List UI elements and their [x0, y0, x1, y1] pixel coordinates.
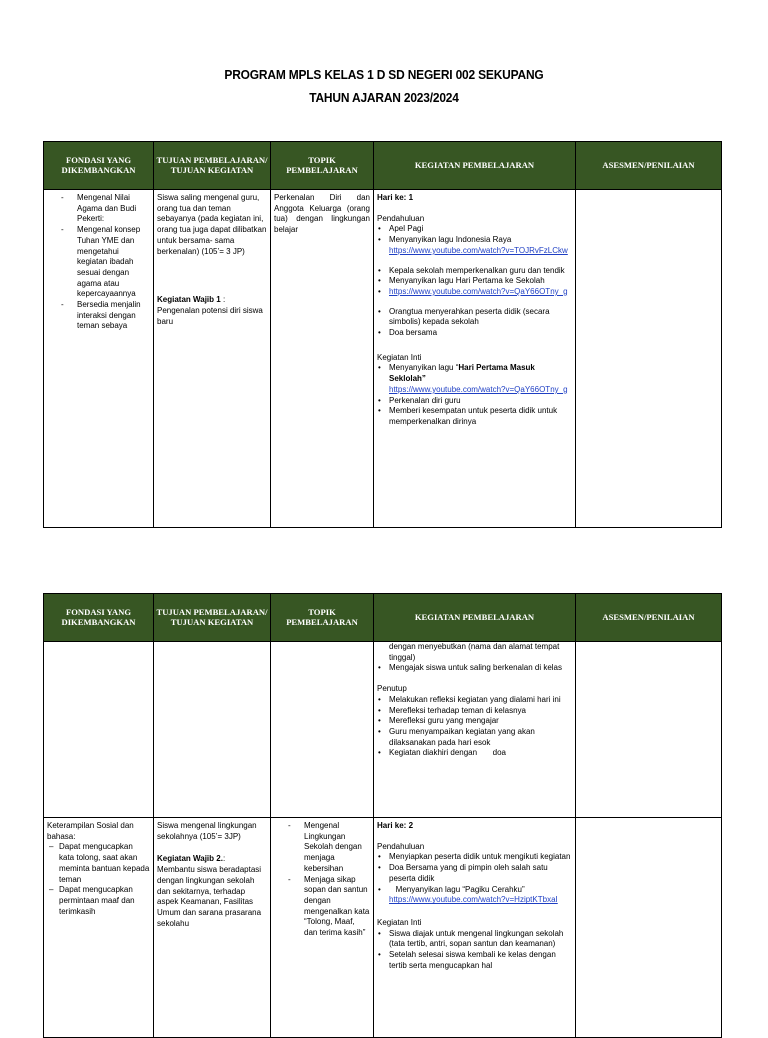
- header-asesmen: ASESMEN/PENILAIAN: [576, 142, 722, 190]
- header-topik: TOPIK PEMBELAJARAN: [271, 594, 374, 642]
- list-item: • Menyanyikan lagu Indonesia Raya https://www.youtube.com/watch?v=TOJRvFzLCkw: [377, 235, 572, 256]
- header-asesmen: ASESMEN/PENILAIAN: [576, 594, 722, 642]
- list-item: • Siswa diajak untuk mengenal lingkungan sekolah (tata tertib, antri, sopan santun dan keamanan): [377, 929, 572, 950]
- list-item: • Merefleksi terhadap teman di kelasnya: [377, 706, 572, 717]
- tujuan-cell: [154, 190, 271, 528]
- document-title: PROGRAM MPLS KELAS 1 D SD NEGERI 002 SEKUPANG: [224, 67, 544, 82]
- list-item: - Mengenal Nilai Agama dan Budi Pekerti:: [47, 193, 150, 225]
- list-item: • Mengajak siswa untuk saling berkenalan di kelas: [377, 663, 572, 674]
- list-item: • Kepala sekolah memperkenalkan guru dan tendik: [377, 266, 572, 277]
- list-item: – Dapat mengucapkan kata tolong, saat akan meminta bantuan kepada teman: [47, 842, 150, 885]
- kegiatan-cell: [374, 818, 576, 1038]
- list-item: • Perkenalan diri guru: [377, 396, 572, 407]
- header-fondasi: FONDASI YANG DIKEMBANGKAN: [44, 142, 154, 190]
- tujuan-cell: [154, 818, 271, 1038]
- list-item: [377, 287, 572, 298]
- wajib-text: Pengenalan potensi diri siswa baru: [157, 305, 263, 326]
- asesmen-cell: [576, 190, 722, 528]
- pendahuluan-label: Pendahuluan: [377, 841, 425, 851]
- kegiatan-cell: [374, 642, 576, 818]
- fondasi-cell: [44, 190, 154, 528]
- youtube-link[interactable]: https://www.youtube.com/watch?v=TOJRvFzLCkw: [389, 245, 568, 255]
- tujuan-text: Siswa saling mengenal guru, orang tua dan teman sebayanya (pada kegiatan ini, orang tua juga dapat dilibatkan untuk bersama- sama berkenalan) (105’= 3 JP): [157, 193, 267, 256]
- list-item: - Bersedia menjalin interaksi dengan teman sebaya: [47, 300, 150, 332]
- penutup-label: Penutup: [377, 684, 407, 694]
- hari-label: Hari ke: 1: [377, 193, 414, 202]
- asesmen-cell: [576, 642, 722, 818]
- list-item: • Orangtua menyerahkan peserta didik (secara simbolis) kepada sekolah: [377, 307, 572, 328]
- header-fondasi: FONDASI YANG DIKEMBANGKAN: [44, 594, 154, 642]
- youtube-link[interactable]: https://www.youtube.com/watch?v=QaY66OTny_g: [389, 384, 568, 394]
- program-table-1: [43, 141, 722, 528]
- continued-text: dengan menyebutkan (nama dan alamat tempat tinggal): [389, 642, 560, 662]
- youtube-link[interactable]: https://www.youtube.com/watch?v=QaY66OTny_g: [389, 286, 568, 296]
- list-item: - Mengenal Lingkungan Sekolah dengan menjaga kebersihan: [274, 821, 370, 875]
- topik-cell: [271, 190, 374, 528]
- wajib-label: Kegiatan Wajib 1: [157, 295, 221, 305]
- list-item: • Menyiapkan peserta didik untuk mengikuti kegiatan: [377, 852, 572, 863]
- kegiatan-cell: [374, 190, 576, 528]
- list-item: • Melakukan refleksi kegiatan yang dialami hari ini: [377, 695, 572, 706]
- fondasi-cell: [44, 642, 154, 818]
- table-row: [44, 818, 722, 1038]
- list-item: • Doa bersama: [377, 328, 572, 339]
- wajib-label: Kegiatan Wajib 2.: [157, 854, 223, 864]
- asesmen-cell: [576, 818, 722, 1038]
- fondasi-cell: [44, 818, 154, 1038]
- list-item: • Menyanyikan lagu Hari Pertama ke Sekolah: [377, 276, 572, 287]
- tujuan-text: Siswa mengenal lingkungan sekolahnya (105’= 3JP): [157, 821, 257, 841]
- document-subtitle: TAHUN AJARAN 2023/2024: [309, 90, 459, 105]
- header-kegiatan: KEGIATAN PEMBELAJARAN: [374, 142, 576, 190]
- list-item: • Memberi kesempatan untuk peserta didik untuk memperkenalkan dirinya: [377, 406, 572, 427]
- list-item: • Doa Bersama yang di pimpin oleh salah satu peserta didik: [377, 863, 572, 884]
- header-row: [44, 594, 722, 642]
- list-item: • Apel Pagi: [377, 224, 572, 235]
- list-item: – Dapat mengucapkan permintaan maaf dan terimkasih: [47, 885, 150, 917]
- topik-cell: [271, 642, 374, 818]
- list-item: • Kegiatan diakhiri dengan doa: [377, 748, 572, 759]
- wajib-text: Membantu siswa beradaptasi dengan lingkungan sekolah dan sekitarnya, terhadap aspek Keamanan, Fasilitas Umum dan sarana prasarana sekolahu: [157, 865, 262, 928]
- list-item: • Menyanyikan lagu “Pagiku Cerahku” https://www.youtube.com/watch?v=HziptKTbxaI: [377, 885, 572, 906]
- list-item: - Menjaga sikap sopan dan santun dengan mengenalkan kata “Tolong, Maaf, dan terima kasih”: [274, 875, 370, 939]
- header-tujuan: TUJUAN PEMBELAJARAN/ TUJUAN KEGIATAN: [154, 594, 271, 642]
- list-item: - Mengenal konsep Tuhan YME dan mengetahui kegiatan ibadah sesuai dengan agama atau kepercayaannya: [47, 225, 150, 300]
- program-table-2: [43, 593, 722, 1038]
- topik-cell: [271, 818, 374, 1038]
- list-item: • Setelah selesai siswa kembali ke kelas dengan tertib serta mengucapkan hal: [377, 950, 572, 971]
- youtube-link[interactable]: https://www.youtube.com/watch?v=HziptKTbxaI: [389, 895, 558, 905]
- header-kegiatan: KEGIATAN PEMBELAJARAN: [374, 594, 576, 642]
- header-row: [44, 142, 722, 190]
- header-tujuan: TUJUAN PEMBELAJARAN/ TUJUAN KEGIATAN: [154, 142, 271, 190]
- fondasi-head: Keterampilan Sosial dan bahasa:: [47, 821, 134, 841]
- pendahuluan-label: Pendahuluan: [377, 213, 425, 223]
- table-row: [44, 190, 722, 528]
- table-row: [44, 642, 722, 818]
- topik-text: Perkenalan Diri dan Anggota Keluarga (orang tua) dengan lingkungan belajar: [274, 193, 370, 235]
- wajib-sep: :: [222, 854, 226, 864]
- inti-label: Kegiatan Inti: [377, 352, 422, 362]
- tujuan-cell: [154, 642, 271, 818]
- hari-label: Hari ke: 2: [377, 821, 414, 830]
- list-item: • Menyanyikan lagu “Hari Pertama Masuk Seklolah” https://www.youtube.com/watch?v=QaY66OTny_g: [377, 363, 572, 395]
- inti-label: Kegiatan Inti: [377, 917, 422, 927]
- wajib-sep: :: [220, 295, 226, 305]
- list-item: • Merefleksi guru yang mengajar: [377, 716, 572, 727]
- list-item: • Guru menyampaikan kegiatan yang akan dilaksanakan pada hari esok: [377, 727, 572, 748]
- header-topik: TOPIK PEMBELAJARAN: [271, 142, 374, 190]
